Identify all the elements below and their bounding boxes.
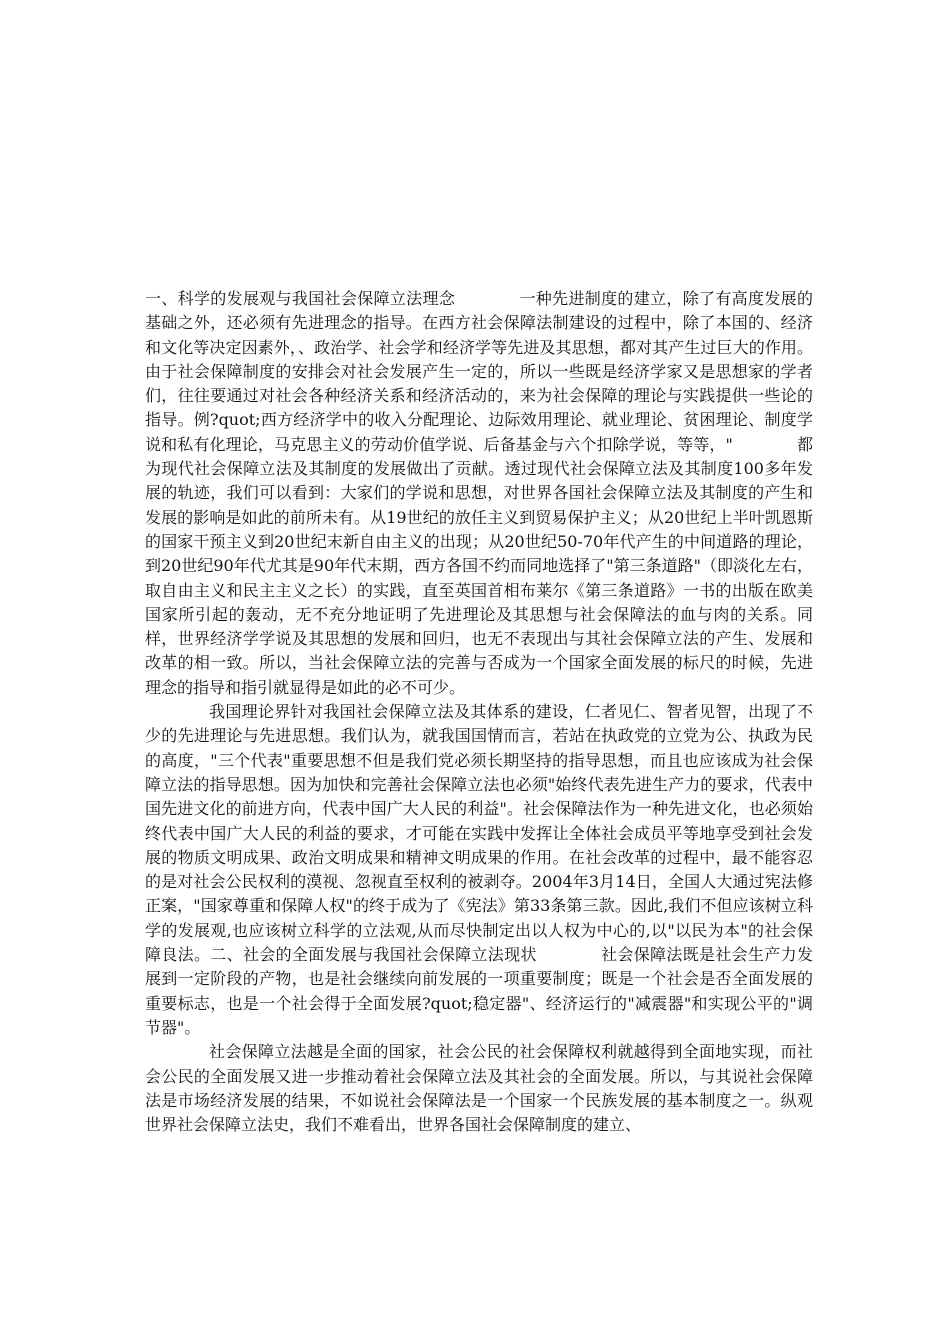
section-heading-1: 一、科学的发展观与我国社会保障立法理念: [145, 289, 456, 308]
paragraph-2-text: 我国理论界针对我国社会保障立法及其体系的建设，仁者见仁、智者见智，出现了不少的先进理论与先进思想。我们认为，就我国国情而言，若站在执政党的立党为公、执政为民的高度，"三个代表"重要思想不但是我们党必须长期坚持的指导思想，而且也应该成为社会保障立法的指导思想。因为加快和完善社会保障立法也必须"始终代表先进生产力的要求，代表中国先进文化的前进方向，代表中国广大人民的利益"。社会保障法作为一种先进文化，也必须始终代表中国广大人民的利益的要求，才可能在实践中发挥让全体社会成员平等地享受到社会发展的物质文明成果、政治文明成果和精神文明成果的作用。在社会改革的过程中，最不能容忍的是对社会公民权利的漠视、忽视直至权利的被剥夺。2004年3月14日，全国人大通过宪法修正案，"国家尊重和保障人权"的终于成为了《宪法》第33条第三款。因此,我们不但应该树立科学的发展观,也应该树立科学的立法观,从而尽快制定出以人权为中心的,以"以民为本"的社会保障良法。二、社会的全面发展与我国社会保障立法现状: [145, 702, 813, 965]
paragraph-1-text: 一种先进制度的建立，除了有高度发展的基础之外，还必须有先进理念的指导。在西方社会保障法制建设的过程中，除了本国的、经济和文化等决定因素外，、政治学、社会学和经济学等先进及其思想，都对其产生过巨大的作用。由于社会保障制度的安排会对社会发展产生一定的，所以一些既是经济学家又是思想家的学者们，往往要通过对社会各种经济关系和经济活动的，来为社会保障的理论与实践提供一些论的指导。例?quot;西方经济学中的收入分配理论、边际效用理论、就业理论、贫困理论、制度学说和私有化理论，马克思主义的劳动价值学说、后备基金与六个扣除学说，等等，": [145, 289, 813, 454]
paragraph-1: [145, 287, 813, 700]
paragraph-2-continued: 社会保障法既是社会生产力发展到一定阶段的产物，也是社会继续向前发展的一项重要制度；既是一个社会是否全面发展的重要标志，也是一个社会得于全面发展?quot;稳定器"、经济运行的"减震器"和实现公平的"调节器"。: [145, 945, 813, 1037]
paragraph-3-text: 社会保障立法越是全面的国家，社会公民的社会保障权利就越得到全面地实现，而社会公民的全面发展又进一步推动着社会保障立法及其社会的全面发展。所以，与其说社会保障法是市场经济发展的结果，不如说社会保障法是一个国家一个民族发展的基本制度之一。纵观世界社会保障立法史，我们不难看出，世界各国社会保障制度的建立、: [145, 1042, 813, 1135]
paragraph-2: [145, 700, 813, 1040]
paragraph-3: [145, 1040, 813, 1137]
document-body: [145, 287, 813, 1137]
paragraph-1-continued: 都为现代社会保障立法及其制度的发展做出了贡献。透过现代社会保障立法及其制度100多年发展的轨迹，我们可以看到：大家们的学说和思想，对世界各国社会保障立法及其制度的产生和发展的影响是如此的前所未有。从19世纪的放任主义到贸易保护主义；从20世纪上半叶凯恩斯的国家干预主义到20世纪末新自由主义的出现；从20世纪50-70年代产生的中间道路的理论，到20世纪90年代尤其是90年代末期，西方各国不约而同地选择了"第三条道路"（即淡化左右，取自由主义和民主主义之长）的实践，直至英国首相布莱尔《第三条道路》一书的出版在欧美国家所引起的轰动，无不充分地证明了先进理论及其思想与社会保障法的血与肉的关系。同样，世界经济学学说及其思想的发展和回归，也无不表现出与其社会保障立法的产生、发展和改革的相一致。所以，当社会保障立法的完善与否成为一个国家全面发展的标尺的时候，先进理念的指导和指引就显得是如此的必不可少。: [145, 434, 813, 697]
